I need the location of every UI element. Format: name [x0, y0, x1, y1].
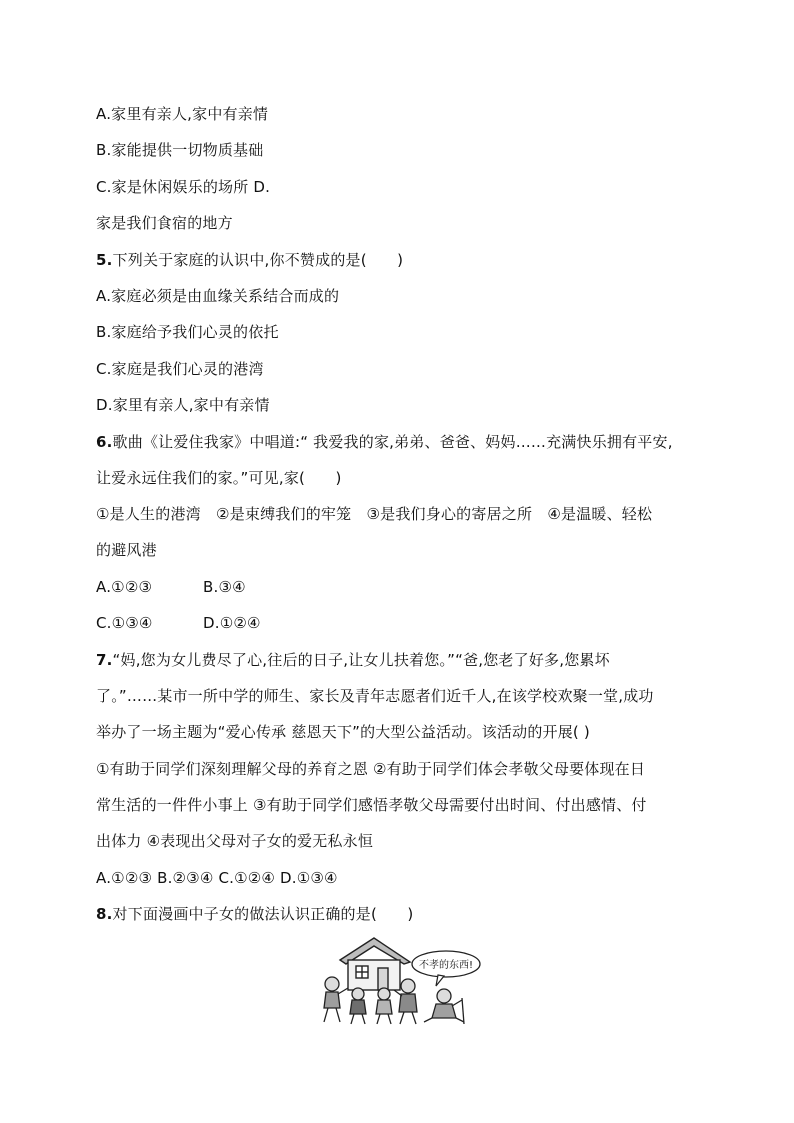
question-text: 歌曲《让爱住我家》中唱道:“ 我爱我的家,弟弟、爸爸、妈妈……充满快乐拥有平安,: [112, 433, 673, 451]
speech-bubble: [412, 951, 480, 986]
q7-items-line2: 常生活的一件件小事上 ③有助于同学们感悟孝敬父母需要付出时间、付出感情、付: [96, 796, 647, 814]
question-8-stem: [96, 904, 413, 924]
q7-items-line1: ①有助于同学们深刻理解父母的养育之恩 ②有助于同学们体会孝敬父母要体现在日: [96, 760, 646, 778]
prev-option-a: A.家里有亲人,家中有亲情: [96, 105, 269, 123]
q5-option-a: A.家庭必须是由血缘关系结合而成的: [96, 287, 340, 305]
question-number: 6.: [96, 433, 113, 451]
q5-option-b: B.家庭给予我们心灵的依托: [96, 323, 279, 341]
q6-option-d: D.①②④: [203, 614, 261, 632]
question-number: 8.: [96, 905, 113, 923]
question-number: 5.: [96, 251, 113, 269]
question-6-stem-line1: [96, 432, 673, 452]
question-number: 7.: [96, 651, 113, 669]
prev-option-c: C.家是休闲娱乐的场所 D.: [96, 178, 271, 196]
question-7-stem-line1: [96, 650, 610, 670]
q6-items-line1: ①是人生的港湾 ②是束缚我们的牢笼 ③是我们身心的寄居之所 ④是温暖、轻松: [96, 505, 653, 523]
question-text: 下列关于家庭的认识中,你不赞成的是( ): [112, 251, 404, 269]
cartoon-illustration: [318, 934, 483, 1026]
question-5-stem: [96, 250, 403, 270]
speech-bubble-text: 不孝的东西!: [418, 960, 474, 971]
question-6-stem-line2: 让爱永远住我们的家。”可见,家( ): [96, 469, 342, 487]
q7-items-line3: 出体力 ④表现出父母对子女的爱无私永恒: [96, 832, 374, 850]
question-text: 对下面漫画中子女的做法认识正确的是( ): [112, 905, 414, 923]
q6-option-a: A.①②③: [96, 578, 153, 596]
elderly-parent-figure: [424, 989, 464, 1024]
q6-items-line2: 的避风港: [96, 541, 157, 559]
q7-options: A.①②③ B.②③④ C.①②④ D.①③④: [96, 869, 338, 887]
q6-option-b: B.③④: [203, 578, 246, 596]
q5-option-c: C.家庭是我们心灵的港湾: [96, 360, 264, 378]
house-icon: [340, 938, 410, 990]
question-text: “妈,您为女儿费尽了心,往后的日子,让女儿扶着您。”“爸,您老了好多,您累坏: [112, 651, 610, 669]
prev-option-d: 家是我们食宿的地方: [96, 214, 233, 232]
q6-option-c: C.①③④: [96, 614, 153, 632]
question-7-stem-line3: 举办了一场主题为“爱心传承 慈恩天下”的大型公益活动。该活动的开展( ): [96, 723, 590, 741]
question-7-stem-line2: 了。”……某市一所中学的师生、家长及青年志愿者们近千人,在该学校欢聚一堂,成功: [96, 687, 654, 705]
q5-option-d: D.家里有亲人,家中有亲情: [96, 396, 270, 414]
prev-option-b: B.家能提供一切物质基础: [96, 141, 264, 159]
